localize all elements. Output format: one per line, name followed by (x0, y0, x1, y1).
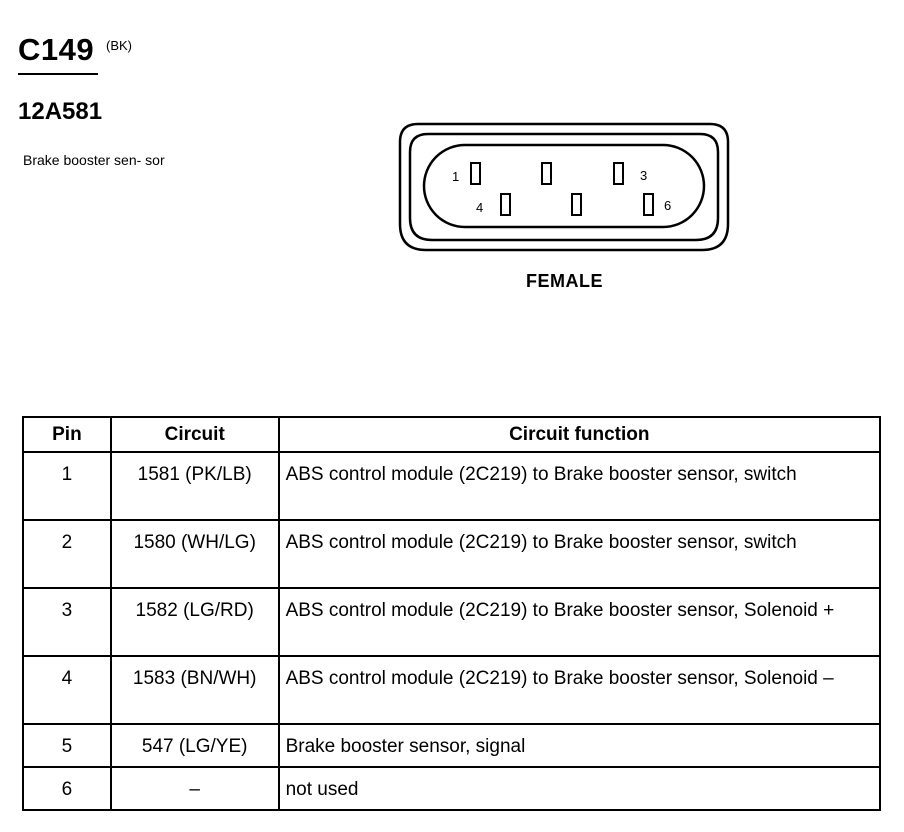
terminal-5 (572, 194, 581, 215)
pinout-table (22, 416, 881, 811)
connector-gender-label: FEMALE (526, 271, 603, 291)
circuit-cell: 1582 (LG/RD) (111, 588, 279, 656)
pin-cell: 1 (23, 452, 111, 520)
pin-cell: 5 (23, 724, 111, 767)
pin-label-4: 4 (476, 200, 484, 215)
table-row (23, 767, 880, 810)
function-cell: ABS control module (2C219) to Brake booster sensor, Solenoid – (279, 656, 880, 724)
table-row (23, 588, 880, 656)
function-cell: ABS control module (2C219) to Brake booster sensor, Solenoid + (279, 588, 880, 656)
circuit-cell: 1581 (PK/LB) (111, 452, 279, 520)
color-code: (BK) (106, 38, 132, 53)
pin-cell: 3 (23, 588, 111, 656)
terminal-3 (614, 163, 623, 184)
connector-outer-shell (400, 124, 728, 250)
connector-mid-shell (410, 134, 718, 240)
component-name: Brake booster sen- sor (23, 152, 165, 168)
circuit-cell: 1583 (BN/WH) (111, 656, 279, 724)
terminal-4 (501, 194, 510, 215)
pin-cell: 2 (23, 520, 111, 588)
pin-cell: 4 (23, 656, 111, 724)
connector-face-diagram (388, 114, 740, 262)
table-row (23, 452, 880, 520)
function-cell: ABS control module (2C219) to Brake booster sensor, switch (279, 520, 880, 588)
pin-label-1: 1 (452, 169, 460, 184)
connector-inner-cavity (424, 145, 704, 227)
function-cell: ABS control module (2C219) to Brake booster sensor, switch (279, 452, 880, 520)
table-row (23, 724, 880, 767)
header-circuit: Circuit (111, 417, 279, 452)
title-underline (18, 73, 98, 75)
header-circuit-function: Circuit function (279, 417, 880, 452)
part-number: 12A581 (18, 98, 103, 125)
terminal-cavities (471, 163, 653, 215)
circuit-cell: 1580 (WH/LG) (111, 520, 279, 588)
circuit-cell: – (111, 767, 279, 810)
header-pin: Pin (23, 417, 111, 452)
table-row (23, 656, 880, 724)
function-cell: not used (279, 767, 880, 810)
pin-label-6: 6 (664, 198, 672, 213)
pin-label-3: 3 (640, 168, 648, 183)
table-header-row (23, 417, 880, 452)
connector-id: C149 (18, 32, 95, 67)
circuit-cell: 547 (LG/YE) (111, 724, 279, 767)
terminal-1 (471, 163, 480, 184)
terminal-2 (542, 163, 551, 184)
pin-cell: 6 (23, 767, 111, 810)
terminal-6 (644, 194, 653, 215)
function-cell: Brake booster sensor, signal (279, 724, 880, 767)
table-row (23, 520, 880, 588)
